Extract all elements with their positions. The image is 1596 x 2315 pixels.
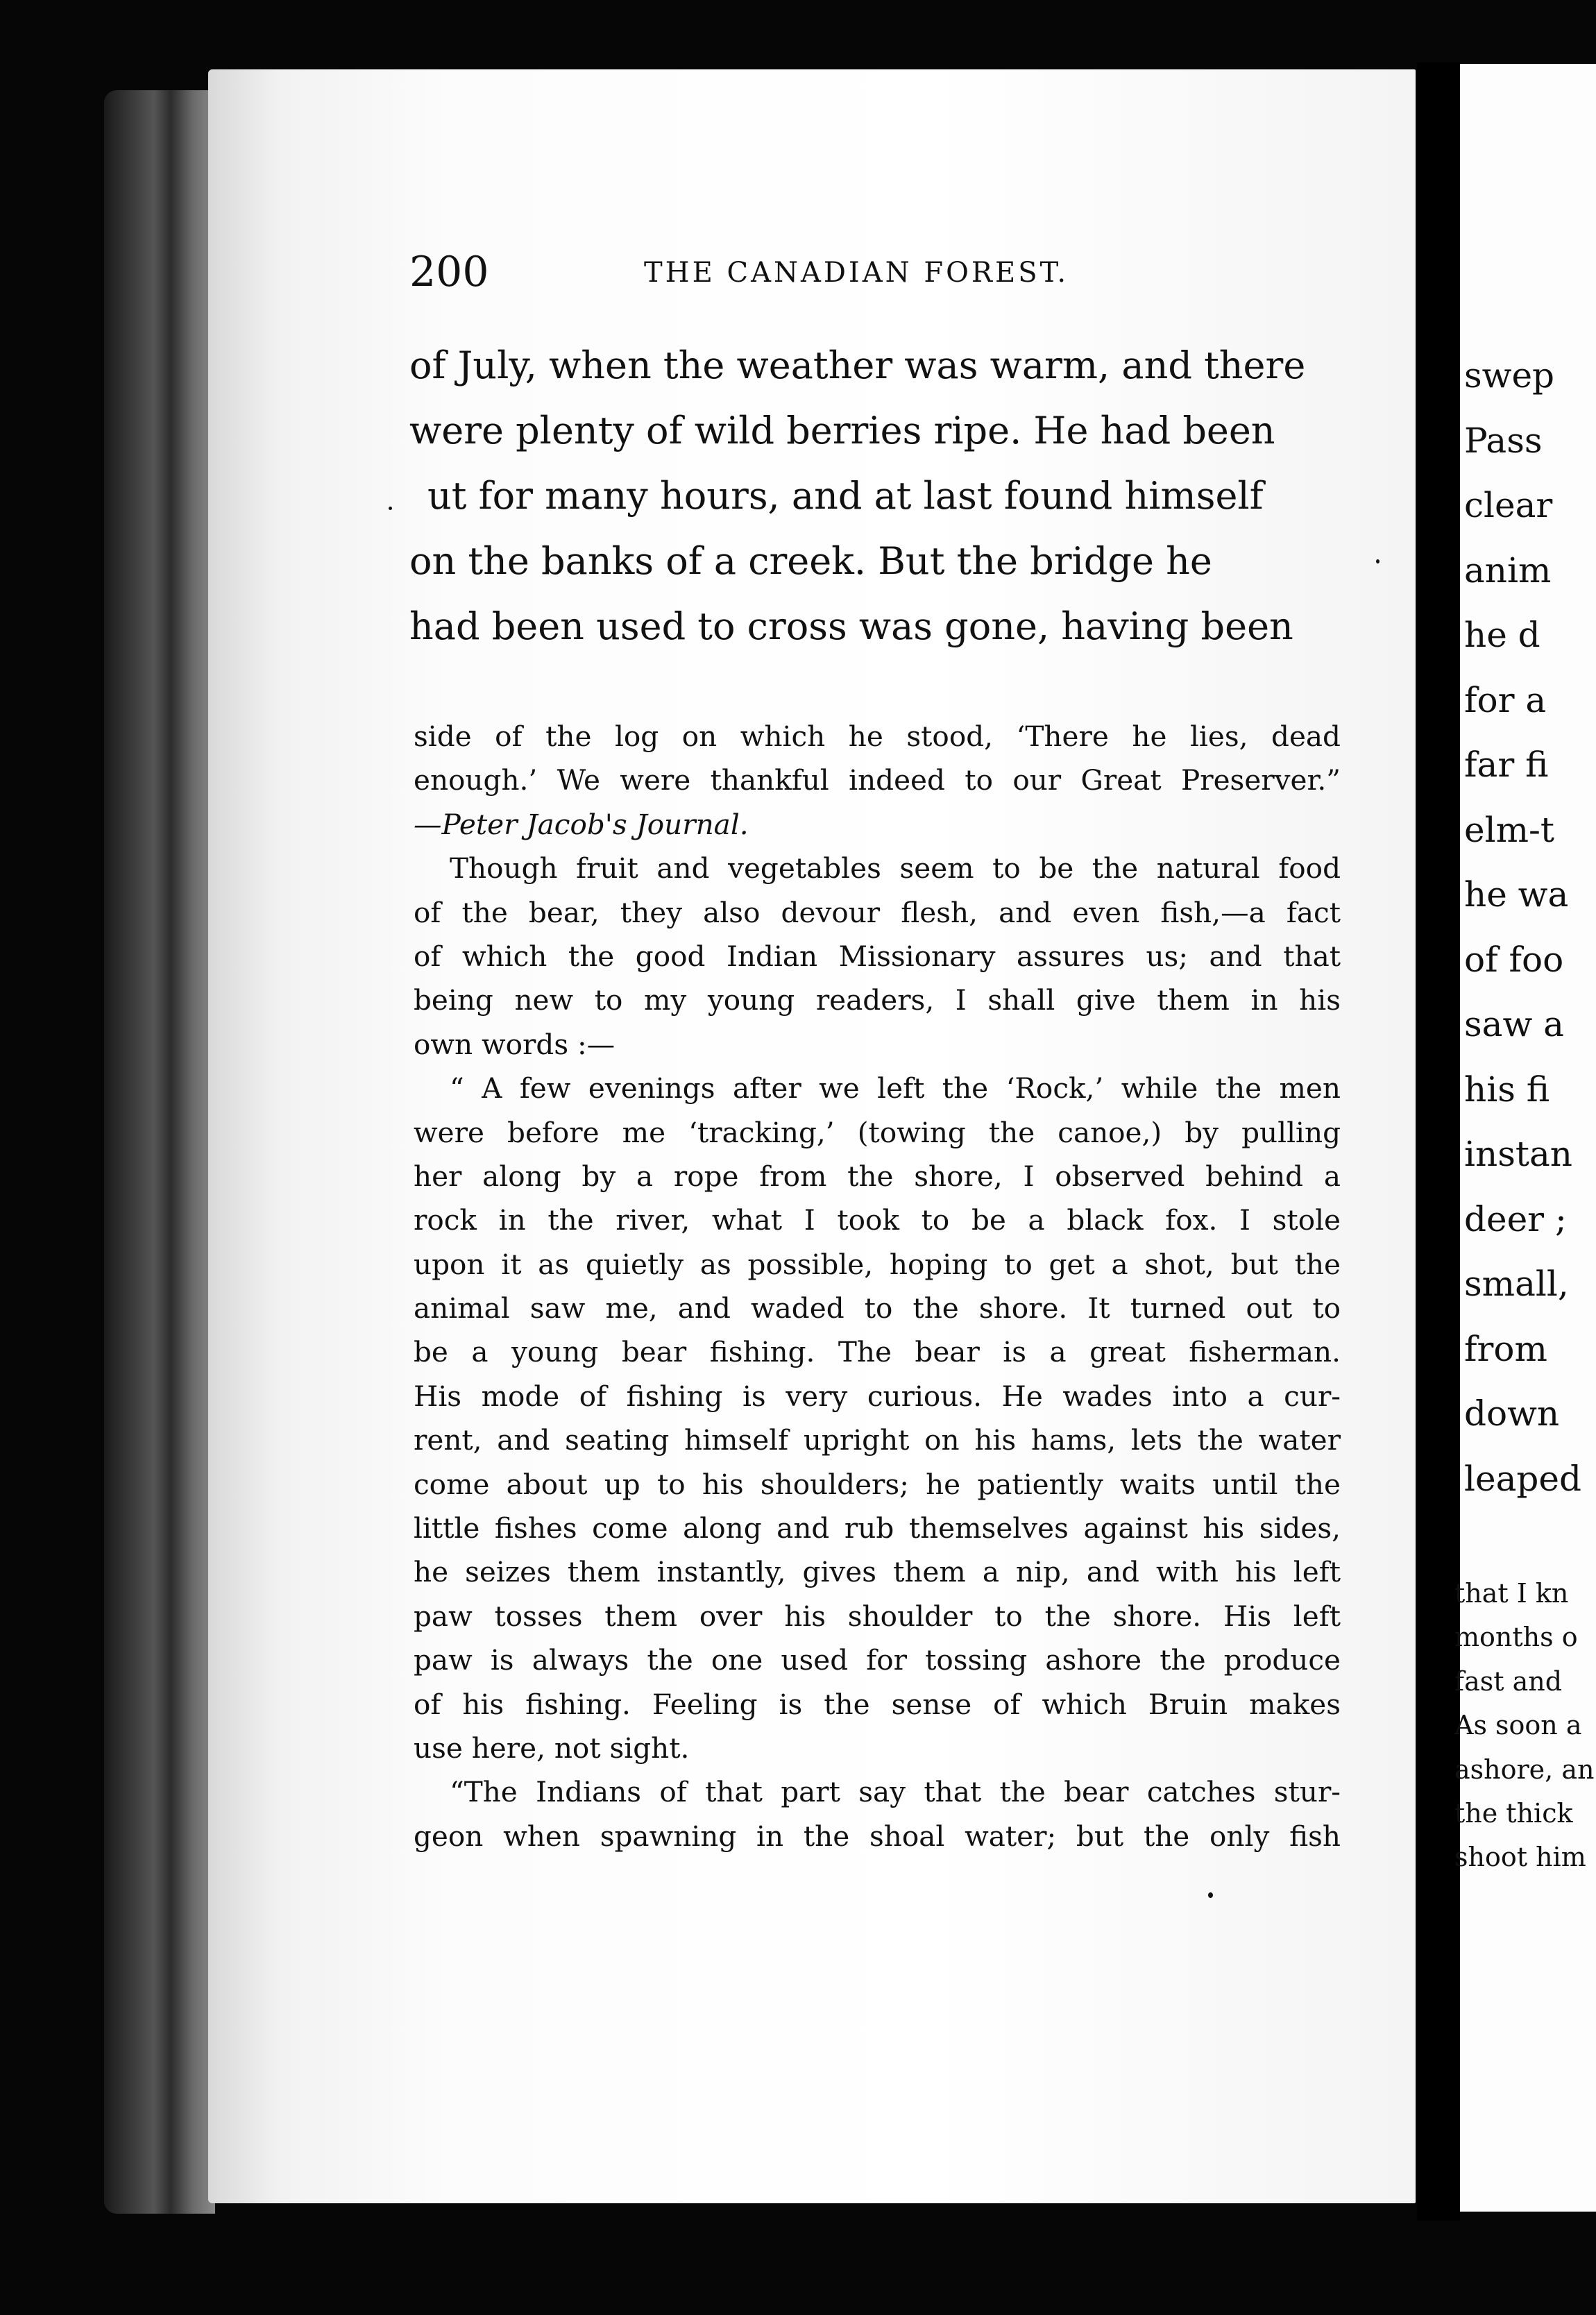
text-line: he d <box>1464 615 1540 655</box>
text-line: clear <box>1464 485 1553 525</box>
text-line: were plenty of wild berries ripe. He had been <box>409 409 1275 452</box>
text-line: he wa <box>1464 874 1569 915</box>
journal-citation: —Peter Jacob's Journal. <box>414 807 749 841</box>
text-line: down <box>1464 1393 1560 1434</box>
text-line: ut for many hours, and at last found himself <box>427 474 1264 518</box>
book-gutter <box>1417 62 1460 2221</box>
text-line: rent, and seating himself upright on his hams, lets the water <box>414 1423 1341 1457</box>
text-line: fast and <box>1454 1665 1563 1697</box>
text-line: swep <box>1464 355 1555 396</box>
ink-speck <box>1376 559 1379 563</box>
text-line: enough.’ We were thankful indeed to our Great Preserver.” <box>414 763 1341 797</box>
text-line: that I kn <box>1454 1578 1569 1609</box>
page-header <box>409 244 1332 300</box>
text-line: far fi <box>1464 745 1549 785</box>
text-line: of which the good Indian Missionary assures us; and that <box>414 939 1341 973</box>
ink-speck <box>1208 1892 1213 1898</box>
right-page-large-text <box>1464 344 1596 1511</box>
text-line: little fishes come along and rub themselves against his sides, <box>414 1511 1341 1545</box>
page-number: 200 <box>409 248 489 296</box>
text-line: saw a <box>1464 1004 1564 1044</box>
book-page-edges <box>104 90 215 2214</box>
running-head: THE CANADIAN FOREST. <box>644 257 1069 289</box>
text-line: “ A few evenings after we left the ‘Rock,’ while the men <box>450 1071 1341 1105</box>
text-line: instan <box>1464 1134 1572 1174</box>
text-line: own words :— <box>414 1027 616 1061</box>
text-line: of his fishing. Feeling is the sense of which Bruin makes <box>414 1687 1341 1721</box>
right-page-small-text <box>1454 1572 1596 1880</box>
text-line: of July, when the weather was warm, and there <box>409 344 1306 387</box>
text-line: “The Indians of that part say that the bear catches stur- <box>450 1775 1341 1809</box>
text-line: were before me ‘tracking,’ (towing the canoe,) by pulling <box>414 1115 1341 1149</box>
text-line: paw is always the one used for tossing ashore the produce <box>414 1643 1341 1677</box>
text-line: animal saw me, and waded to the shore. It turned out to <box>414 1291 1341 1325</box>
text-line: for a <box>1464 679 1547 720</box>
text-line: rock in the river, what I took to be a black fox. I stole <box>414 1203 1341 1237</box>
text-line: he seizes them instantly, gives them a nip, and with his left <box>414 1555 1341 1589</box>
text-line: come about up to his shoulders; he patiently waits until the <box>414 1467 1341 1501</box>
text-line: deer ; <box>1464 1198 1567 1239</box>
text-line: from <box>1464 1328 1547 1369</box>
text-line: geon when spawning in the shoal water; but the only fish <box>414 1819 1341 1853</box>
text-line: His mode of fishing is very curious. He wades into a cur- <box>414 1379 1341 1413</box>
text-line: leaped <box>1464 1458 1581 1499</box>
text-line: be a young bear fishing. The bear is a great fisherman. <box>414 1335 1341 1369</box>
large-type-paragraph <box>409 333 1339 659</box>
text-line: shoot him <box>1454 1842 1586 1873</box>
text-line: elm-t <box>1464 809 1554 850</box>
small-type-text <box>414 715 1341 1858</box>
text-line: on the banks of a creek. But the bridge he <box>409 539 1212 583</box>
text-line: his fi <box>1464 1069 1550 1110</box>
text-line: small, <box>1464 1264 1569 1304</box>
text-line: being new to my young readers, I shall give them in his <box>414 983 1341 1017</box>
text-line: side of the log on which he stood, ‘There he lies, dead <box>414 720 1341 753</box>
text-line: the thick <box>1454 1797 1573 1829</box>
text-line: upon it as quietly as possible, hoping to get a shot, but the <box>414 1247 1341 1281</box>
text-line: had been used to cross was gone, having been <box>409 604 1293 648</box>
text-line: Pass <box>1464 420 1543 461</box>
text-line: use here, not sight. <box>414 1731 690 1765</box>
text-line: As soon a <box>1454 1710 1582 1741</box>
text-line: Though fruit and vegetables seem to be the natural food <box>450 851 1341 885</box>
ink-speck <box>389 507 392 510</box>
text-line: paw tosses them over his shoulder to the shore. His left <box>414 1599 1341 1633</box>
text-line: of foo <box>1464 939 1564 980</box>
text-line: of the bear, they also devour flesh, and even fish,—a fact <box>414 895 1341 929</box>
text-line: her along by a rope from the shore, I observed behind a <box>414 1159 1341 1193</box>
text-line: months o <box>1454 1622 1578 1653</box>
text-line: ashore, an <box>1454 1754 1595 1785</box>
text-line: anim <box>1464 550 1552 591</box>
